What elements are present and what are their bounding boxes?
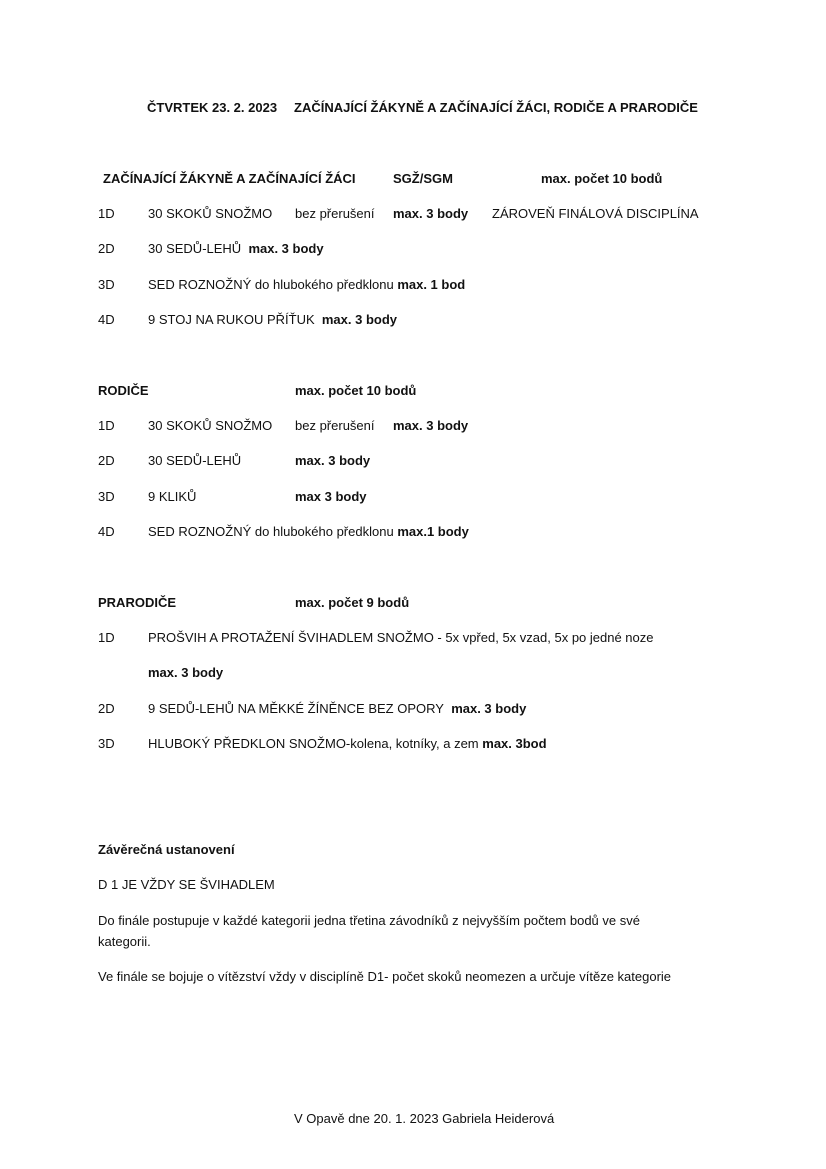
item-points: max. 3 body (295, 453, 371, 468)
item-extra: ZÁROVEŇ FINÁLOVÁ DISCIPLÍNA (492, 206, 699, 221)
item-name: HLUBOKÝ PŘEDKLON SNOŽMO-kolena, kotníky, a zem (148, 736, 479, 751)
item-points: max. 1 bod (397, 277, 466, 292)
item-code: 1D (98, 206, 115, 221)
item-code: 4D (98, 524, 115, 539)
section-org: SGŽ/SGM (393, 171, 453, 186)
final-heading: Závěrečná ustanovení (98, 842, 235, 857)
document-title: ZAČÍNAJÍCÍ ŽÁKYNĚ A ZAČÍNAJÍCÍ ŽÁCI, RODIČE A PRARODIČE (294, 100, 698, 115)
item-name: 9 STOJ NA RUKOU PŘÍŤUK (148, 312, 315, 327)
section-max-points: max. počet 9 bodů (295, 595, 410, 610)
item-name: 30 SEDŮ-LEHŮ (148, 241, 242, 256)
item-name: SED ROZNOŽNÝ do hlubokého předklonu (148, 277, 394, 292)
item-points: max.1 body (397, 524, 469, 539)
item-code: 2D (98, 701, 115, 716)
item-name: 30 SKOKŮ SNOŽMO (148, 418, 273, 433)
item-code: 2D (98, 241, 115, 256)
final-line-2a: Do finále postupuje v každé kategorii jedna třetina závodníků z nejvyšším počtem bodů ve své (98, 913, 640, 928)
footer-signature-line: V Opavě dne 20. 1. 2023 Gabriela Heiderová (294, 1111, 555, 1126)
section-heading: RODIČE (98, 383, 149, 398)
item-points: max. 3 body (148, 665, 224, 680)
final-line-3: Ve finále se bojuje o vítězství vždy v disciplíně D1- počet skoků neomezen a určuje vítěze kategorie (98, 969, 672, 984)
item-name: 30 SKOKŮ SNOŽMO (148, 206, 273, 221)
item-points: max. 3bod (482, 736, 547, 751)
item-code: 3D (98, 736, 115, 751)
item-code: 1D (98, 630, 115, 645)
item-code: 2D (98, 453, 115, 468)
document-date: ČTVRTEK 23. 2. 2023 (147, 100, 278, 115)
item-code: 1D (98, 418, 115, 433)
item-points: max. 3 body (248, 241, 324, 256)
item-note: bez přerušení (295, 418, 375, 433)
item-points: max. 3 body (393, 206, 469, 221)
item-code: 4D (98, 312, 115, 327)
section-max-points: max. počet 10 bodů (541, 171, 663, 186)
item-name: 9 KLIKŮ (148, 489, 197, 504)
item-name: 9 SEDŮ-LEHŮ NA MĚKKÉ ŽÍNĚNCE BEZ OPORY (148, 701, 444, 716)
section-max-points: max. počet 10 bodů (295, 383, 417, 398)
item-note: bez přerušení (295, 206, 375, 221)
item-points: max. 3 body (321, 312, 398, 327)
section-heading: PRARODIČE (98, 595, 177, 610)
item-points: max. 3 body (393, 418, 469, 433)
item-name: SED ROZNOŽNÝ do hlubokého předklonu (148, 524, 394, 539)
section-heading: ZAČÍNAJÍCÍ ŽÁKYNĚ A ZAČÍNAJÍCÍ ŽÁCI (103, 171, 356, 186)
item-name: 30 SEDŮ-LEHŮ (148, 453, 242, 468)
final-line-1: D 1 JE VŽDY SE ŠVIHADLEM (98, 877, 275, 892)
final-line-2b: kategorii. (98, 934, 151, 949)
item-points: max 3 body (295, 489, 367, 504)
item-name: PROŠVIH A PROTAŽENÍ ŠVIHADLEM SNOŽMO - 5x vpřed, 5x vzad, 5x po jedné noze (148, 630, 654, 645)
item-code: 3D (98, 277, 115, 292)
item-points: max. 3 body (451, 701, 527, 716)
item-code: 3D (98, 489, 115, 504)
